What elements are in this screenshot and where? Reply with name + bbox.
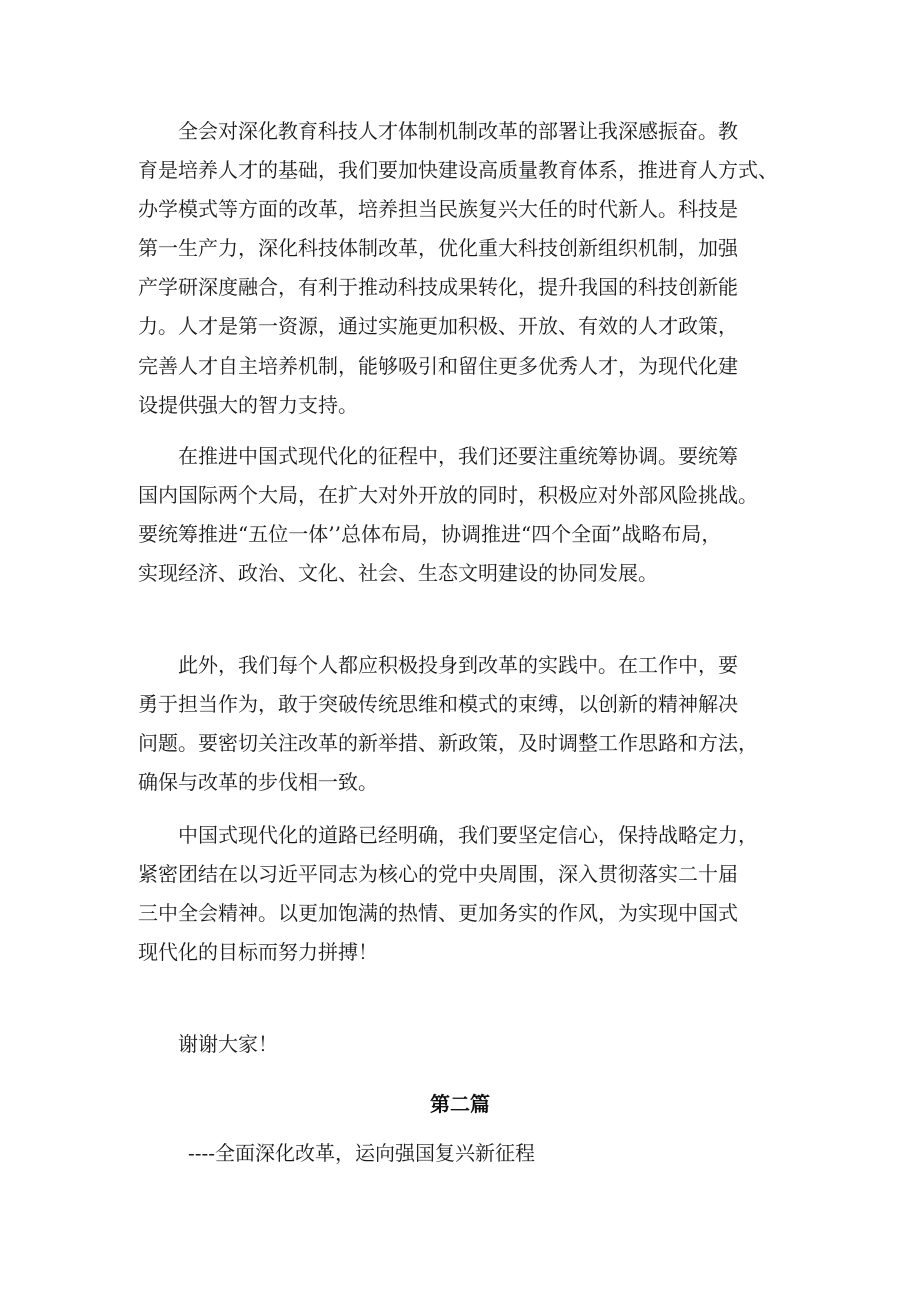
paragraph-education-science-talent: 全会对深化教育科技人才体制机制改革的部署让我深感振奋。教 育是培养人才的基础，我们要加快建设高质量教育体系，推进育人方式、 办学模式等方面的改革，培养担当民族复兴大任的时代新人。科技是 第一生产力，深化科技体制改革，优化重大科技创新组织机制，加强 产学研深度融合，有利于推动科技成果转化，提升我国的科技创新能 力。人才是第一资源，通过实施更加积极、开放、有效的人才政策， 完善人才自主培养机制，能够吸引和留住更多优秀人才，为现代化建 设提供强大的智力支持。 (138, 119, 778, 417)
section-subtitle: ----全面深化改革，运向强国复兴新征程 (188, 1141, 536, 1165)
paragraph-personal-practice: 此外，我们每个人都应积极投身到改革的实践中。在工作中，要 勇于担当作为，敢于突破传统思维和模式的束缚，以创新的精神解决 问题。要密切关注改革的新举措、新政策，及时调整工作思路和方法， 确保与改革的步伐相一致。 (138, 653, 758, 795)
paragraph-conclusion: 中国式现代化的道路已经明确，我们要坚定信心，保持战略定力， 紧密团结在以习近平同志为核心的党中央周围，深入贯彻落实二十届 三中全会精神。以更加饱满的热情、更加务实的作风，为实现中国式 现代化的目标而努力拼搏！ (138, 823, 758, 965)
paragraph-coordination: 在推进中国式现代化的征程中，我们还要注重统筹协调。要统筹 国内国际两个大局，在扩大对外开放的同时，积极应对外部风险挑战。 要统筹推进“五位一体’’总体布局，协调推进“四个全面”战略布局， 实现经济、政治、文化、社会、生态文明建设的协同发展。 (138, 444, 758, 586)
section-title: 第二篇 (430, 1092, 490, 1116)
paragraph-thanks: 谢谢大家！ (138, 1032, 278, 1056)
